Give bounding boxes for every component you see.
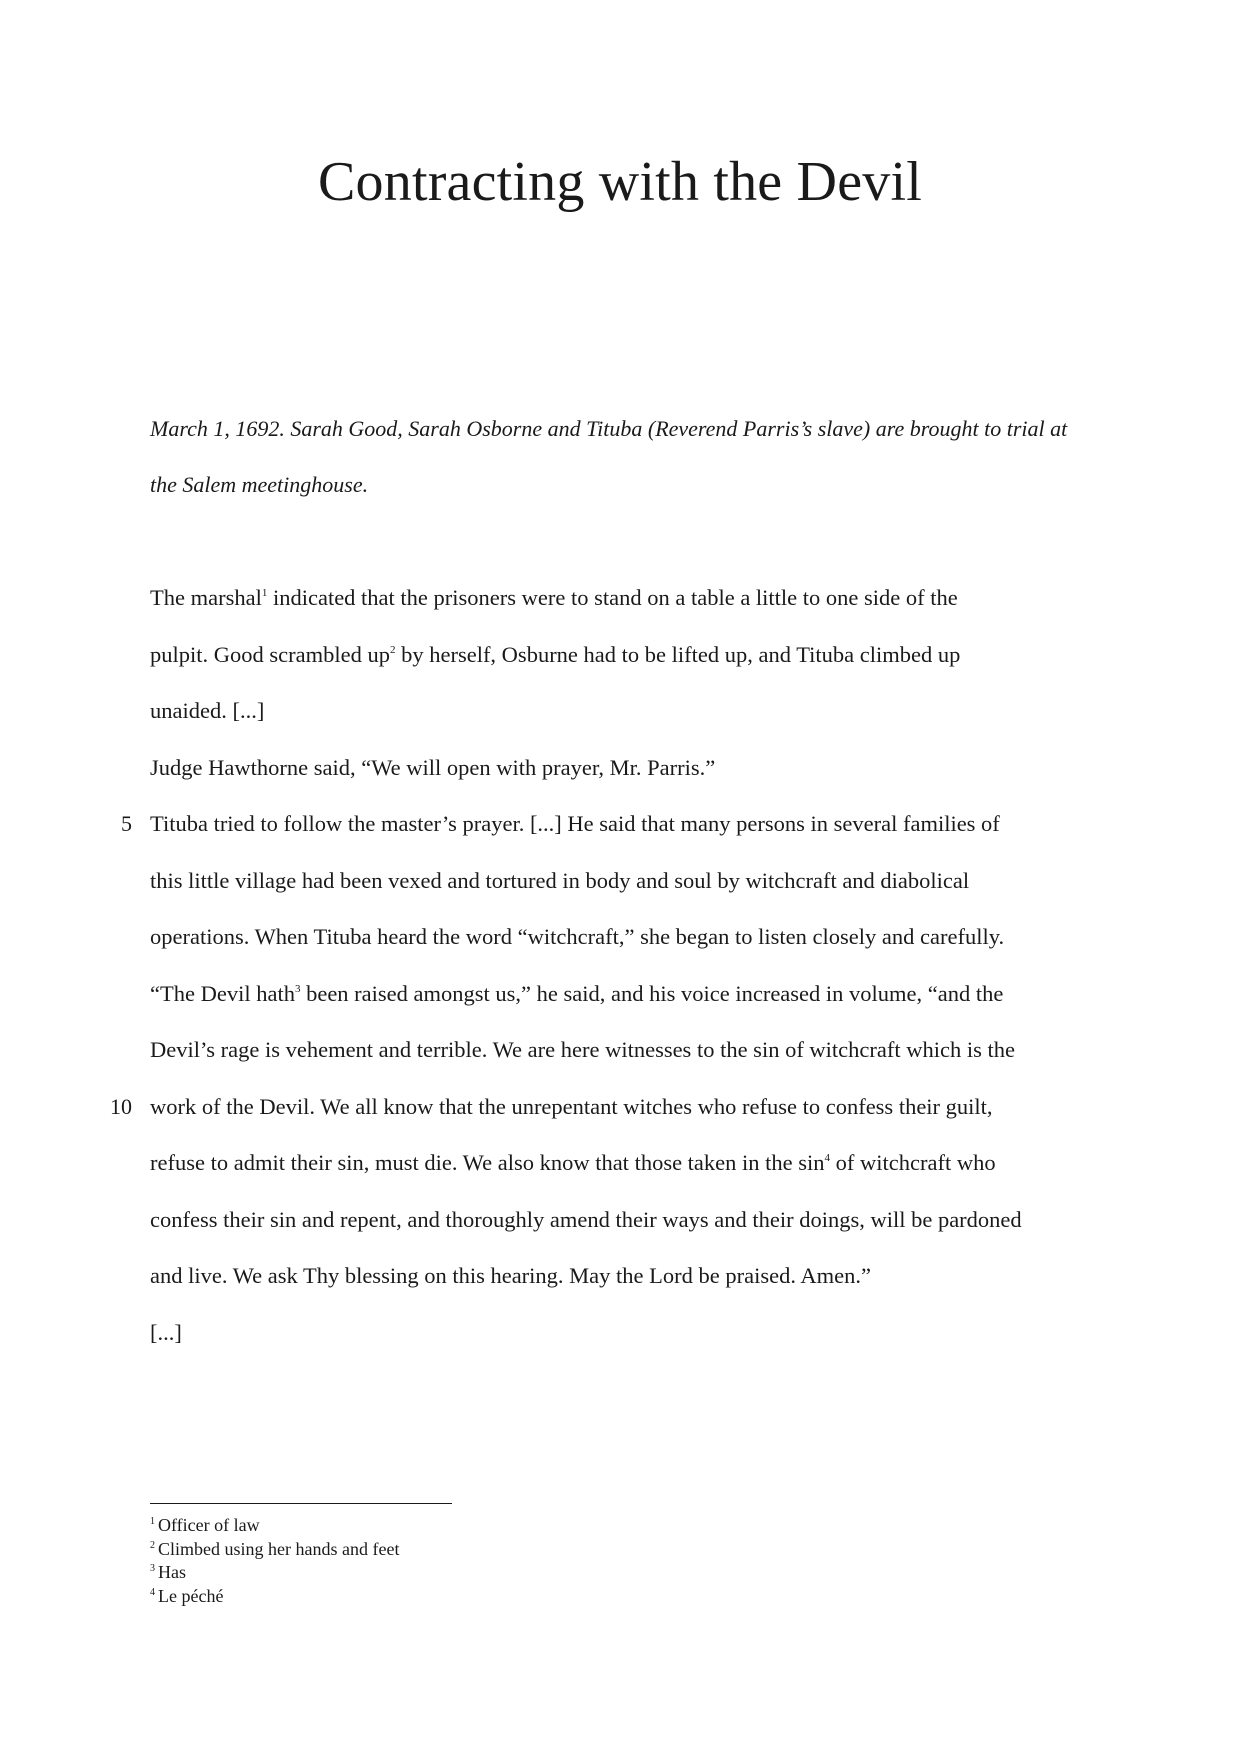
body-text bbox=[110, 570, 1110, 1361]
text-line: confess their sin and repent, and thoroughly amend their ways and their doings, will be pardoned bbox=[150, 1206, 1022, 1232]
footnote-ref: 3 bbox=[294, 982, 301, 995]
text-line: 5 Tituba tried to follow the master’s prayer. [...] He said that many persons in several families of bbox=[150, 796, 1110, 853]
text-line: Devil’s rage is vehement and terrible. We are here witnesses to the sin of witchcraft which is the bbox=[150, 1037, 1015, 1062]
intro-paragraph: March 1, 1692. Sarah Good, Sarah Osborne and Tituba (Reverend Parris’s slave) are brought to trial at the Salem meetinghouse. bbox=[150, 416, 1068, 497]
text-line: pulpit. Good scrambled $up^2$ by herself, Osburne had to be lifted up, and Tituba climbed up bbox=[150, 641, 961, 667]
text-line: 10 work of the Devil. We all know that the unrepentant witches who refuse to confess their guilt, bbox=[150, 1079, 1110, 1136]
text-line: “The Devil hath$^3$ been raised amongst us,” he said, and his voice increased in volume, “and the bbox=[150, 980, 1004, 1006]
footnote-number: 1 bbox=[150, 1516, 155, 1527]
footnote: $^3$ Has bbox=[150, 1562, 186, 1582]
text-line: unaided. [...] bbox=[150, 698, 265, 723]
footnotes-list bbox=[150, 1514, 399, 1608]
page-title: Contracting with the Devil bbox=[318, 151, 922, 213]
line-number: 5 bbox=[121, 811, 132, 836]
footnote: $^1$ Officer of law bbox=[150, 1515, 260, 1535]
text-line: The marshal$^1$ indicated that the prisoners were to stand on a table a little to one side of the bbox=[150, 585, 958, 610]
footnote: $^4$ Le péché bbox=[150, 1585, 224, 1606]
text-line: operations. When Tituba heard the word “witchcraft,” she began to listen closely and carefully. bbox=[150, 924, 1005, 949]
text-line: and live. We ask Thy blessing on this hearing. May the Lord be praised. Amen.” bbox=[150, 1263, 871, 1288]
footnote-number: 4 bbox=[150, 1586, 155, 1598]
footnote-ref: 4 bbox=[824, 1152, 831, 1164]
text-line: this little village had been vexed and tortured in body and soul by witchcraft and diabolical bbox=[150, 867, 970, 893]
footnote-number: 3 bbox=[150, 1563, 155, 1574]
line-number: 10 bbox=[110, 1093, 132, 1119]
footnote-ref: 2 bbox=[389, 643, 396, 656]
footnote-ref: 1 bbox=[261, 587, 268, 599]
text-line: Judge Hawthorne said, “We will open with prayer, Mr. Parris.” bbox=[150, 754, 716, 780]
footnote: $^2$ Climbed using her hands and feet bbox=[150, 1538, 400, 1559]
footnote-number: 2 bbox=[150, 1539, 155, 1551]
text-line: refuse to admit their sin, must die. We also know that those taken in the $\sin^4$ of witchcraft who bbox=[150, 1150, 996, 1175]
text-line: [...] bbox=[150, 1319, 182, 1345]
footnote-divider bbox=[150, 1503, 452, 1504]
